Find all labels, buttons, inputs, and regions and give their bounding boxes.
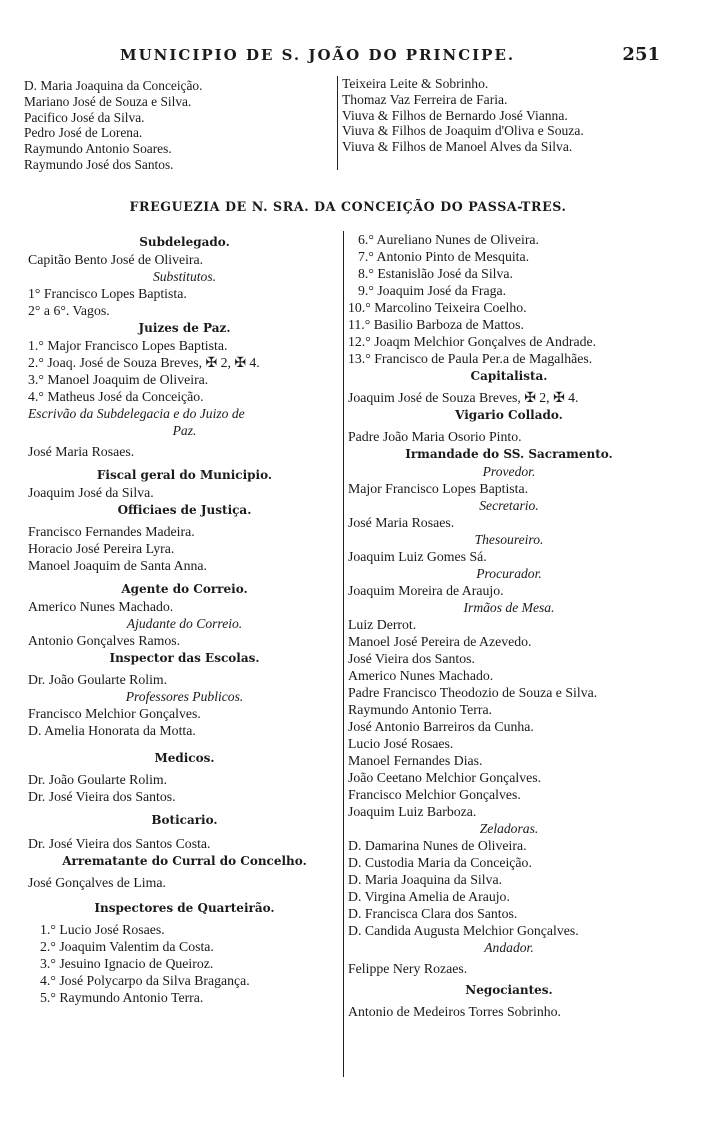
list-item: 1.° Lucio José Rosaes. — [40, 922, 165, 937]
list-item: João Ceetano Melchior Gonçalves. — [348, 770, 542, 785]
list-item: 2.° Joaquim Valentim da Costa. — [40, 939, 214, 954]
heading-andador: Andador. — [484, 940, 534, 955]
heading-professores: Professores Publicos. — [125, 689, 244, 704]
list-item: 4.° José Polycarpo da Silva Bragança. — [40, 973, 250, 988]
page-number: 251 — [622, 44, 660, 65]
list-item: 12.° Joaqm Melchior Gonçalves de Andrade. — [348, 334, 597, 349]
list-item: Dr. José Vieira dos Santos. — [28, 789, 176, 804]
list-item: D. Virgina Amelia de Araujo. — [348, 889, 510, 904]
list-item: Dr. João Goularte Rolim. — [28, 672, 168, 687]
list-item: José Maria Rosaes. — [28, 444, 135, 459]
heading-irmandade: Irmandade do SS. Sacramento. — [405, 447, 613, 461]
list-item: D. Maria Joaquina da Conceição. — [24, 78, 203, 93]
list-item: 2° a 6°. Vagos. — [28, 303, 110, 318]
list-item: 4.° Matheus José da Conceição. — [28, 389, 204, 404]
list-item: 1° Francisco Lopes Baptista. — [28, 286, 187, 301]
list-item: Horacio José Pereira Lyra. — [28, 541, 175, 556]
heading-subdelegado: Subdelegado. — [139, 235, 230, 249]
heading-procurador: Procurador. — [476, 566, 542, 581]
list-item: Dr. José Vieira dos Santos Costa. — [28, 836, 211, 851]
list-item: D. Damarina Nunes de Oliveira. — [348, 838, 527, 853]
list-item: Mariano José de Souza e Silva. — [24, 93, 192, 109]
page-header — [110, 44, 670, 68]
heading-negociantes: Negociantes. — [465, 983, 553, 997]
list-item: Viuva & Filhos de Joaquim d'Oliva e Souza. — [342, 123, 584, 139]
list-item: D. Amelia Honorata da Motta. — [28, 723, 196, 738]
list-item: Antonio de Medeiros Torres Sobrinho. — [348, 1004, 561, 1019]
list-item: Francisco Melchior Gonçalves. — [348, 787, 521, 802]
list-item: 8.° Estanislão José da Silva. — [358, 266, 513, 281]
heading-escrivao — [28, 405, 341, 439]
list-item: 7.° Antonio Pinto de Mesquita. — [358, 249, 530, 264]
heading-boticario: Boticario. — [151, 813, 218, 827]
list-item: Pedro José de Lorena. — [24, 125, 143, 141]
list-item: 3.° Manoel Joaquim de Oliveira. — [28, 372, 209, 387]
right-column — [343, 231, 670, 1077]
list-item: 1.° Major Francisco Lopes Baptista. — [28, 338, 228, 353]
list-item: Manoel Joaquim de Santa Anna. — [28, 558, 207, 573]
list-item: Padre João Maria Osorio Pinto. — [348, 429, 522, 444]
top-right-name-list — [337, 76, 672, 170]
list-item: Viuva & Filhos de Manoel Alves da Silva. — [342, 139, 573, 155]
heading-vigario: Vigario Collado. — [455, 408, 563, 422]
heading-fiscal: Fiscal geral do Municipio. — [96, 468, 273, 482]
list-item: Raymundo Antonio Terra. — [348, 702, 493, 717]
heading-capitalista: Capitalista. — [470, 369, 548, 383]
list-item: Joaquim Moreira de Araujo. — [348, 583, 504, 598]
list-item: Thomaz Vaz Ferreira de Faria. — [342, 91, 508, 107]
list-item: Felippe Nery Rozaes. — [348, 961, 468, 976]
list-item: Pacifico José da Silva. — [24, 109, 145, 125]
list-item: Padre Francisco Theodozio de Souza e Silva. — [348, 685, 598, 700]
list-item: 2.° Joaq. José de Souza Breves, ✠ 2, ✠ 4. — [28, 355, 260, 370]
list-item: D. Francisca Clara dos Santos. — [348, 906, 518, 921]
heading-provedor: Provedor. — [482, 464, 536, 479]
heading-agente: Agente do Correio. — [121, 582, 248, 596]
section-title: FREGUEZIA DE N. SRA. DA CONCEIÇÃO DO PASSA-TRES. — [129, 199, 567, 214]
list-item: Joaquim José da Silva. — [28, 485, 154, 500]
heading-thesoureiro: Thesoureiro. — [474, 532, 544, 547]
heading-secretario: Secretario. — [479, 498, 539, 513]
list-item: 13.° Francisco de Paula Per.a de Magalhães. — [348, 351, 593, 366]
list-item: Raymundo Antonio Soares. — [24, 141, 172, 157]
list-item: Joaquim José de Souza Breves, ✠ 2, ✠ 4. — [348, 390, 579, 405]
top-left-name-list — [24, 78, 329, 173]
list-item: Americo Nunes Machado. — [28, 599, 174, 614]
list-item: Viuva & Filhos de Bernardo José Vianna. — [342, 107, 568, 123]
heading-zeladoras: Zeladoras. — [479, 821, 539, 836]
heading-arrematante: Arrematante do Curral do Concelho. — [62, 854, 307, 868]
list-item: 9.° Joaquim José da Fraga. — [358, 283, 507, 298]
list-item: José Vieira dos Santos. — [348, 651, 475, 666]
list-item: Francisco Melchior Gonçalves. — [28, 706, 201, 721]
list-item: Luiz Derrot. — [348, 617, 417, 632]
list-item: Capitão Bento José de Oliveira. — [28, 252, 204, 267]
running-title: MUNICIPIO DE S. JOÃO DO PRINCIPE. — [120, 46, 516, 64]
list-item: 11.° Basilio Barboza de Mattos. — [348, 317, 524, 332]
list-item: 10.° Marcolino Teixeira Coelho. — [348, 300, 527, 315]
list-item: D. Maria Joaquina da Silva. — [348, 872, 503, 887]
list-item: José Maria Rosaes. — [348, 515, 455, 530]
list-item: Antonio Gonçalves Ramos. — [28, 633, 181, 648]
heading-officiaes: Officiaes de Justiça. — [117, 503, 252, 517]
heading-irmaos-de-mesa: Irmãos de Mesa. — [463, 600, 555, 615]
list-item: 3.° Jesuino Ignacio de Queiroz. — [40, 956, 214, 971]
list-item: 6.° Aureliano Nunes de Oliveira. — [358, 232, 539, 247]
list-item: Dr. João Goularte Rolim. — [28, 772, 168, 787]
list-item: Manoel Fernandes Dias. — [348, 753, 483, 768]
heading-inspector-escolas: Inspector das Escolas. — [109, 651, 260, 665]
heading-substitutos: Substitutos. — [152, 269, 217, 284]
list-item: Teixeira Leite & Sobrinho. — [342, 76, 489, 91]
list-item: José Antonio Barreiros da Cunha. — [348, 719, 534, 734]
list-item: D. Custodia Maria da Conceição. — [348, 855, 532, 870]
heading-escrivao-line1: Escrivão da Subdelegacia e do Juizo de — [28, 406, 245, 421]
list-item: Manoel José Pereira de Azevedo. — [348, 634, 532, 649]
list-item: Major Francisco Lopes Baptista. — [348, 481, 529, 496]
list-item: Raymundo José dos Santos. — [24, 156, 174, 172]
list-item: Lucio José Rosaes. — [348, 736, 454, 751]
list-item: D. Candida Augusta Melchior Gonçalves. — [348, 923, 579, 938]
list-item: Joaquim Luiz Barboza. — [348, 804, 477, 819]
heading-ajudante: Ajudante do Correio. — [126, 616, 243, 631]
list-item: 5.° Raymundo Antonio Terra. — [40, 990, 204, 1005]
heading-juizes-de-paz: Juizes de Paz. — [138, 321, 231, 335]
heading-medicos: Medicos. — [154, 751, 215, 765]
heading-inspectores-quarteirao: Inspectores de Quarteirão. — [94, 901, 275, 915]
left-column — [28, 233, 341, 1006]
list-item: Francisco Fernandes Madeira. — [28, 524, 195, 539]
list-item: Americo Nunes Machado. — [348, 668, 494, 683]
list-item: José Gonçalves de Lima. — [28, 875, 166, 890]
list-item: Joaquim Luiz Gomes Sá. — [348, 549, 487, 564]
heading-escrivao-line2: Paz. — [172, 423, 197, 438]
